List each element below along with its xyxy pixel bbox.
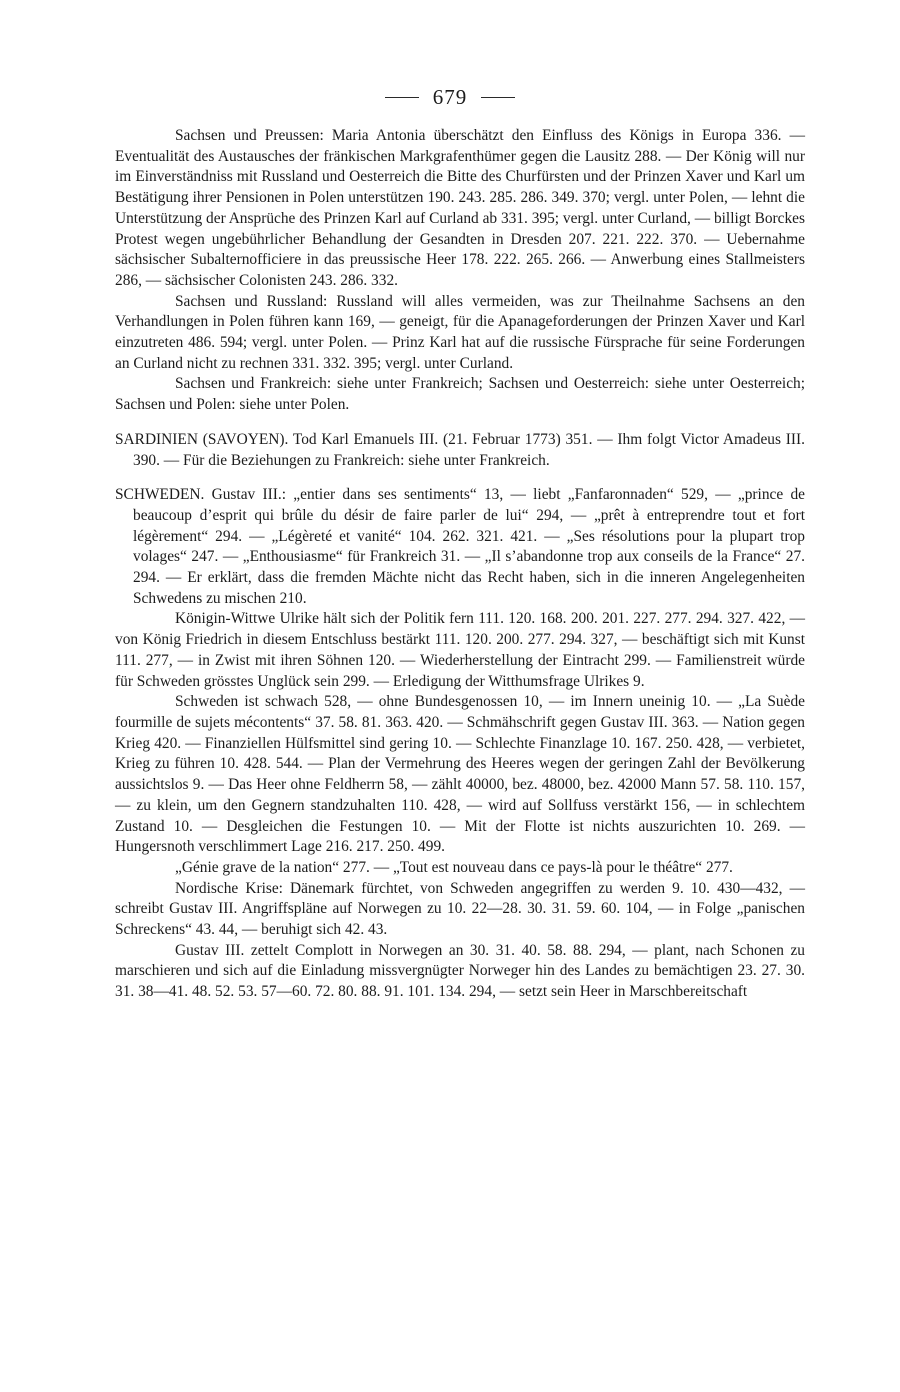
entry-sardinien: SARDINIEN (SAVOYEN). Tod Karl Emanuels III. (21. Februar 1773) 351. — Ihm folgt Victor Amadeus III. 390. — Für die Beziehungen zu Frankreich: siehe unter Frankreich.	[115, 430, 805, 469]
spacer	[115, 416, 805, 430]
paragraph-koenigin-ulrike: Königin-Wittwe Ulrike hält sich der Politik fern 111. 120. 168. 200. 201. 227. 277. 294. 327. 422, — von König Friedrich in diesem Entschluss bestärkt 111. 120. 200. 277. 294. 327, — beschäftigt sich mit Kunst 111. 277, — in Zwist mit ihren Söhnen 120. — Wiederherstellung der Eintracht 299. — Familienstreit würde für Schweden grösstes Unglück sein 299. — Erledigung der Witthumsfrage Ulrikes 9.	[115, 610, 805, 690]
header-rule-right	[481, 97, 515, 98]
paragraph-sachsen-russland: Sachsen und Russland: Russland will alles vermeiden, was zur Theilnahme Sachsens an den Verhandlungen in Polen führen kann 169, — geneigt, für die Apanageforderungen der Prinzen Xaver und Karl einzutreten 486. 594; vergl. unter Polen. — Prinz Karl hat auf die russische Fürsprache für seine Forderungen an Curland nicht zu rechnen 331. 332. 395; vergl. unter Curland.	[115, 292, 805, 372]
paragraph-gustav-complott: Gustav III. zettelt Complott in Norwegen an 30. 31. 40. 58. 88. 294, — plant, nach Schonen zu marschieren und sich auf die Einladung missvergnügter Norweger hin des Landes zu bemächtigen 23. 27. 30. 31. 38—41. 48. 52. 53. 57—60. 72. 80. 88. 91. 101. 134. 294, — setzt sein Heer in Marschbereitschaft	[115, 941, 805, 1001]
spacer	[115, 471, 805, 485]
paragraph-sachsen-frankreich: Sachsen und Frankreich: siehe unter Frankreich; Sachsen und Oesterreich: siehe unter Oesterreich; Sachsen und Polen: siehe unter Polen.	[115, 375, 805, 414]
header-rule-left	[385, 97, 419, 98]
paragraph-schweden-schwach: Schweden ist schwach 528, — ohne Bundesgenossen 10, — im Innern uneinig 10. — „La Suède fourmille de sujets mécontents“ 37. 58. 81. 363. 420. — Schmähschrift gegen Gustav III. 363. — Nation gegen Krieg 420. — Finanziellen Hülfsmittel sind gering 10. — Schlechte Finanzlage 10. 167. 250. 428, — verbietet, Krieg zu führen 10. 428. 544. — Plan der Vermehrung des Heeres wegen der geringen Zahl der Bevölkerung aussichtslos 9. — Das Heer ohne Feldherrn 58, — zählt 40000, bez. 48000, bez. 42000 Mann 57. 58. 110. 157, — zu klein, um den Gegnern standzuhalten 110. 428, — wird auf Sollfuss verstärkt 156, — in schlechtem Zustand 10. — Desgleichen die Festungen 10. — Mit der Flotte ist nichts auszurichten 10. 269. — Hungersnoth verschlimmert Lage 216. 217. 250. 499.	[115, 693, 805, 856]
paragraph-nordische-krise: Nordische Krise: Dänemark fürchtet, von Schweden angegriffen zu werden 9. 10. 430—432, — schreibt Gustav III. Angriffspläne auf Norwegen zu 10. 22—28. 30. 31. 59. 60. 104, — in Folge „panischen Schreckens“ 43. 44, — beruhigt sich 42. 43.	[115, 879, 805, 939]
entry-schweden: SCHWEDEN. Gustav III.: „entier dans ses sentiments“ 13, — liebt „Fanfaronnaden“ 529, — „prince de beaucoup d’esprit qui brûle du désir de faire parler de lui“ 294, — „prêt à entreprendre tout et fort légèrement“ 294. — „Légèreté et vanité“ 104. 262. 321. 421. — „Ses résolutions pour la plupart trop volages“ 247. — „Enthousiasme“ für Frankreich 31. — „Il s’abandonne trop aux conseils de la France“ 27. 294. — Er erklärt, dass die fremden Mächte nicht das Recht haben, sich in die inneren Angelegenheiten Schwedens zu mischen 210.	[115, 486, 805, 607]
page-number: 679	[432, 84, 468, 109]
paragraph-genie-grave: „Génie grave de la nation“ 277. — „Tout est nouveau dans ce pays-là pour le théâtre“ 277.	[175, 858, 733, 876]
index-text	[115, 126, 805, 1003]
paragraph-sachsen-preussen: Sachsen und Preussen: Maria Antonia überschätzt den Einfluss des Königs in Europa 336. — Eventualität des Austausches der fränkischen Markgrafenthümer gegen die Lausitz 288. — Der König will nur im Einverständniss mit Russland und Oesterreich die Bitte des Churfürsten und der Prinzen Xaver und Karl um Bestätigung ihrer Pensionen in Polen unterstützen 190. 243. 285. 286. 349. 370; vergl. unter Polen, — lehnt die Unterstützung der Ansprüche des Prinzen Karl auf Curland ab 331. 395; vergl. unter Curland, — billigt Borckes Protest wegen ungebührlicher Behandlung der Gesandten in Dresden 207. 221. 222. 370. — Uebernahme sächsischer Subalternofficiere in das preussische Heer 178. 222. 265. 266. — Anwerbung eines Stallmeisters 286, — sächsischer Colonisten 243. 286. 332.	[115, 127, 806, 289]
page-header	[0, 82, 900, 112]
